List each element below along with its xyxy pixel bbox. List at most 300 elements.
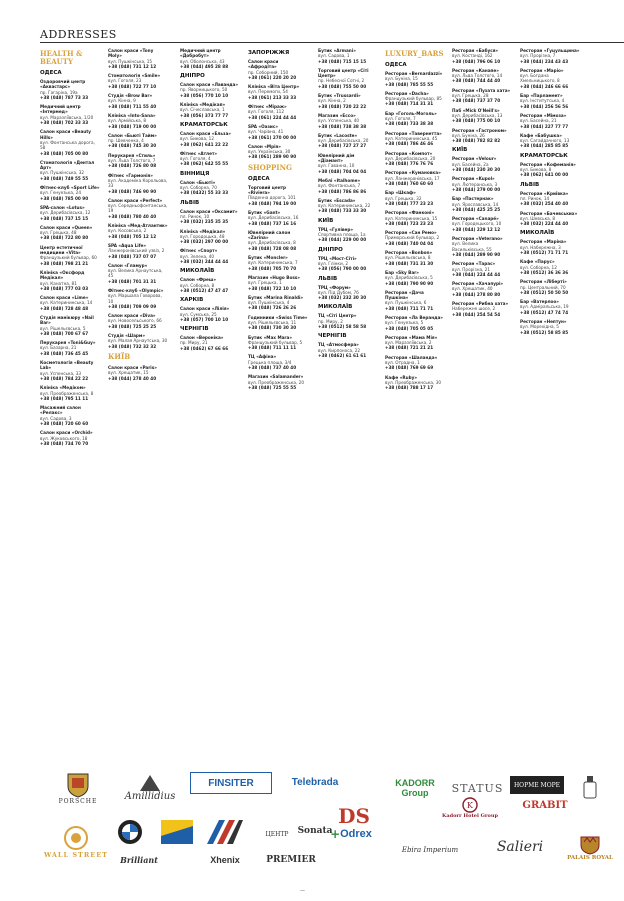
entry-phone[interactable]: +38 (048) 727 27 27	[318, 143, 367, 149]
entry-name: Ресторан «Canapé»	[452, 216, 499, 222]
city-heading: КИЇВ	[318, 217, 334, 224]
directory-entry	[520, 48, 580, 64]
entry-phone[interactable]: +38 (048) 722 80 80	[40, 235, 89, 241]
bmw-logo[interactable]	[112, 814, 148, 850]
city-heading: ЛЬВІВ	[520, 181, 540, 188]
entry-phone[interactable]: +38 (032) 232 30 30	[318, 295, 367, 301]
entry-phone[interactable]: +38 (048) 760 60 60	[385, 181, 434, 187]
entry-phone[interactable]: +38 (061) 213 33 33	[248, 94, 297, 100]
entry-name: Бутик «Escada»	[318, 197, 356, 203]
entry-address: вул. Генуезька, 5	[385, 320, 424, 326]
entry-phone[interactable]: +38 (032) 224 44 40	[520, 221, 569, 227]
entry-address: вул. Костанді, 162	[452, 53, 493, 59]
entry-phone[interactable]: +38 (032) 244 44 44	[180, 259, 229, 265]
entry-address: вул. Велика Васильківська, 55	[452, 241, 492, 252]
entry-phone[interactable]: +38 (044) 230 30 30	[452, 167, 501, 173]
entry-phone[interactable]: +38 (0512) 36 36 36	[520, 269, 569, 275]
kadorr-hotel-logo[interactable]	[440, 788, 500, 828]
entry-phone[interactable]: +38 (048) 777 23 23	[385, 200, 434, 206]
entry-name: ТРЦ «Гулівер»	[318, 226, 354, 232]
directory-entry	[108, 223, 168, 239]
logo-label: НОРМЕ МОРЕ	[513, 781, 561, 789]
entry-name: Салон краси «Diva»	[108, 313, 156, 319]
entry-phone[interactable]: +38 (048) 733 33 30	[318, 208, 367, 214]
entry-name: SPA «Aqua Life»	[108, 242, 147, 248]
entry-name: Магазин «Ecco»	[318, 112, 356, 118]
directory-entry	[385, 91, 445, 107]
entry-name: Салон краси «Perfect»	[108, 197, 163, 203]
entry-phone[interactable]: +38 (044) 224 44 44	[452, 271, 501, 277]
entry-phone[interactable]: +38 (0512) 71 71 71	[520, 250, 569, 256]
entry-phone[interactable]: +38 (048) 702 33 33	[40, 120, 89, 126]
entry-phone[interactable]: +38 (048) 705 00 80	[40, 150, 89, 156]
entry-address: Набережне шосе, 2	[452, 306, 496, 312]
entry-phone[interactable]: +38 (048) 746 90 90	[108, 188, 157, 194]
entry-phone[interactable]: +38 (048) 738 38 38	[318, 123, 367, 129]
entry-phone[interactable]: +38 (048) 737 37 70	[452, 98, 501, 104]
directory-entry	[318, 153, 378, 174]
logo-label: FINSITER	[208, 777, 254, 789]
entry-phone[interactable]: +38 (056) 770 10 10	[180, 92, 229, 98]
directory-entry	[108, 263, 168, 284]
entry-phone[interactable]: +38 (044) 285 85 85	[520, 143, 569, 149]
entry-phone[interactable]: +38 (048) 737 16 16	[248, 220, 297, 226]
xhenix-wordmark[interactable]	[190, 852, 260, 868]
entry-phone[interactable]: +38 (048) 705 05 05	[385, 325, 434, 331]
entry-name: Ресторан «Сан Ремо»	[385, 230, 437, 236]
directory-column	[180, 48, 240, 355]
directory-entry	[108, 73, 168, 89]
city-heading: ЗАПОРІЖЖЯ	[248, 50, 290, 56]
city-heading: ЛЬВІВ	[318, 275, 338, 282]
entry-phone[interactable]: +38 (048) 723 23 23	[385, 220, 434, 226]
perfume-bottle-icon	[576, 772, 604, 800]
telebrada-logo[interactable]	[275, 772, 355, 792]
entry-address: вул. Городоцька, 48	[180, 233, 225, 239]
entry-phone[interactable]: +38 (048) 709 09 09	[108, 303, 157, 309]
entry-phone[interactable]: +38 (061) 289 90 90	[248, 154, 297, 160]
directory-entry	[385, 355, 445, 371]
entry-address: вул. Академіка Корольова, 33	[108, 177, 168, 189]
page-number: —	[300, 888, 305, 894]
entry-phone[interactable]: +38 (048) 720 60 60	[40, 421, 89, 427]
entry-phone[interactable]: +38 (048) 786 86 86	[318, 188, 367, 194]
entry-name: Ресторан «Dacha»	[385, 90, 429, 96]
entry-phone[interactable]: +38 (0462) 67 66 66	[180, 345, 229, 351]
directory-entry	[318, 113, 378, 129]
entry-phone[interactable]: +38 (048) 705 12 12	[108, 233, 157, 239]
entry-address: Ланжеронівський узвіз, 2	[108, 248, 165, 254]
entry-address: вул. Катерининська, 45	[385, 135, 438, 141]
directory-entry	[385, 170, 445, 186]
entry-phone[interactable]: +38 (048) 722 10 10	[248, 285, 297, 291]
entry-name: Паб «Mick O'Neill's»	[452, 107, 500, 113]
entry-address: вул. Канатна, 81	[40, 280, 77, 286]
entry-name: SPA «Оазис»	[248, 123, 279, 129]
entry-phone[interactable]: +38 (048) 711 11 11	[248, 345, 297, 351]
entry-phone[interactable]: +38 (0512) 58 58 58	[318, 323, 367, 329]
entry-address: вул. Городецького, 10	[452, 221, 502, 227]
entry-phone[interactable]: +38 (048) 701 31 31	[108, 278, 157, 284]
entry-phone[interactable]: +38 (0512) 58 85 85	[520, 329, 569, 335]
entry-phone[interactable]: +38 (048) 788 17 17	[385, 385, 434, 391]
city-heading: ДНІПРО	[180, 73, 205, 80]
directory-entry	[108, 153, 168, 169]
entry-name: Медичний центр «Добробут»	[180, 48, 221, 59]
entry-phone[interactable]: +38 (048) 715 15 15	[318, 58, 367, 64]
entry-name: Кафе «Парус»	[520, 259, 555, 265]
entry-name: Ресторан «Мама Мія»	[385, 334, 438, 340]
entry-address: вул. Гоголя, 23	[108, 78, 142, 84]
entry-address: вул. Глінки, 2	[318, 260, 348, 266]
entry-name: Салон краси «Lime»	[40, 295, 89, 301]
entry-name: Фітнес-клуб «Sport Life»	[40, 185, 100, 191]
entry-phone[interactable]: +38 (044) 246 66 66	[520, 83, 569, 89]
entry-address: вул. Армійська, 8	[108, 118, 147, 124]
entry-phone[interactable]: +38 (048) 732 32 32	[108, 343, 157, 349]
entry-name: Стоматологія «Дентал Арт»	[40, 159, 95, 171]
entry-name: Бутик «Armani»	[318, 48, 356, 53]
directory-entry	[40, 430, 100, 446]
directory-entry	[40, 405, 100, 426]
sunflower-logo[interactable]	[158, 814, 196, 850]
entry-address: пл. Ринок, 10	[180, 213, 210, 219]
entry-phone[interactable]: +38 (048) 780 40 40	[108, 213, 157, 219]
entry-phone[interactable]: +38 (032) 254 40 40	[520, 201, 569, 207]
entry-phone[interactable]: +38 (044) 256 56 56	[520, 103, 569, 109]
wallstreet-logo[interactable]	[40, 812, 112, 872]
logo-label: PORSCHE	[58, 797, 98, 805]
directory-entry	[180, 306, 240, 322]
entry-name: Ресторан «Маріо»	[520, 67, 564, 73]
entry-name: Салон краси «Beauty Hills»	[40, 129, 92, 140]
entry-name: ТРЦ «Форум»	[318, 284, 351, 290]
entry-address: Французький бульвар, 5	[248, 339, 303, 345]
entry-address: Спортивна площа, 1а	[318, 232, 366, 238]
entry-name: Бар «Гоголь-Моголь»	[385, 110, 437, 116]
entry-phone[interactable]: +38 (048) 721 21 21	[385, 345, 434, 351]
entry-phone[interactable]: +38 (048) 720 22 22	[318, 103, 367, 109]
entry-phone[interactable]: +38 (048) 731 12 12	[108, 63, 157, 69]
hotel-monogram-icon	[462, 797, 478, 813]
directory-entry	[248, 275, 308, 291]
entry-address: вул. Бунiна, 26	[452, 132, 485, 138]
entry-address: Південна дорога, 101	[248, 195, 296, 201]
entry-address: вул. Маршала Говорова, 10	[108, 293, 162, 304]
entry-phone[interactable]: +38 (048) 705 70 70	[248, 265, 297, 271]
entry-address: вул. Преображенська, 30	[385, 379, 441, 385]
entry-phone[interactable]: +38 (048) 730 30 30	[248, 325, 297, 331]
entry-phone[interactable]: +38 (048) 769 69 69	[385, 365, 434, 371]
entry-phone[interactable]: +38 (062) 641 22 22	[180, 141, 229, 147]
entry-phone[interactable]: +38 (048) 794 19 00	[248, 200, 297, 206]
entry-phone[interactable]: +38 (044) 229 12 12	[452, 226, 501, 232]
entry-address: вул. Велика Арнаутська, 45	[108, 268, 163, 279]
entry-phone[interactable]: +38 (0512) 47 47 47	[180, 287, 229, 293]
city-heading: КРАМАТОРСЬК	[520, 152, 568, 159]
entry-address: пр. Небесної Сотні, 2	[318, 78, 365, 84]
directory-entry	[40, 385, 100, 401]
directory-entry	[248, 255, 308, 271]
entry-phone[interactable]: +38 (0512) 50 50 50	[520, 289, 569, 295]
entry-name: Ювелірний салон «Zarina»	[248, 229, 291, 241]
entry-phone[interactable]: +38 (062) 642 55 55	[180, 161, 229, 167]
entry-phone[interactable]: +38 (044) 229 00 00	[318, 237, 367, 243]
brilliant-logo[interactable]	[104, 852, 174, 868]
bmw-roundel-icon	[117, 819, 143, 845]
city-heading: ОДЕСА	[385, 62, 407, 68]
directory-entry	[385, 71, 445, 87]
city-heading: ХАРКІВ	[180, 297, 204, 304]
category-heading: SHOPPING	[248, 162, 292, 172]
entry-name: Бутик «Moncler»	[248, 255, 288, 261]
logo-label: ЦЕНТР	[265, 830, 289, 838]
entry-phone[interactable]: +38 (048) 726 80 08	[108, 163, 157, 169]
amilidius-logo[interactable]	[120, 766, 180, 810]
directory-entry	[40, 270, 100, 291]
entry-name: Клініка «Медікап»	[180, 102, 226, 108]
entry-phone[interactable]: +38 (048) 749 55 55	[40, 175, 89, 181]
entry-phone[interactable]: +38 (044) 278 80 80	[452, 291, 501, 297]
entry-name: Бар «Шкаф»	[385, 190, 416, 196]
entry-name: Студія «Шарм»	[108, 333, 146, 339]
entry-phone[interactable]: +38 (048) 737 15 15	[40, 215, 89, 221]
directory-entry	[40, 79, 100, 100]
entry-phone[interactable]: +38 (044) 495 28 88	[180, 63, 229, 69]
entry-phone[interactable]: +38 (048) 744 44 40	[452, 78, 501, 84]
entry-name: Бар «Парламент»	[520, 93, 563, 99]
entry-name: Ресторан «Криївка»	[520, 190, 569, 196]
city-heading: КРАМАТОРСЬК	[180, 121, 228, 128]
xhenix-logo[interactable]	[200, 814, 250, 850]
directory-entry	[108, 113, 168, 129]
directory-entry	[520, 133, 580, 149]
entry-phone[interactable]: +38 (048) 755 50 00	[318, 83, 367, 89]
entry-name: Фітнес «Атлет»	[180, 150, 218, 156]
directory-entry	[248, 335, 308, 351]
directory-entry	[520, 239, 580, 255]
directory-entry	[248, 124, 308, 140]
entry-name: Салон краси «Афродіта»	[248, 59, 279, 70]
entry-address: пл. Ринок, 14	[520, 195, 550, 201]
city-heading: ЛЬВІВ	[180, 199, 200, 206]
entry-name: Бар «Sky Bar»	[385, 269, 419, 275]
city-heading: ЧЕРНІГІВ	[318, 333, 347, 340]
logo-label: KADORR Group	[395, 778, 435, 798]
entry-phone[interactable]: +38 (0512) 47 74 74	[520, 309, 569, 315]
entry-name: Ресторан «Бабуся»	[452, 48, 499, 53]
entry-address: вул. Пушкінська, 4	[248, 300, 290, 306]
entry-name: Ресторан «Хачапурі»	[452, 281, 504, 287]
entry-name: Магазин «Hugo Boss»	[248, 274, 301, 280]
elzan-logo[interactable]	[390, 840, 470, 860]
entry-address: вул. Кінна, 9	[108, 98, 136, 104]
entry-phone[interactable]: +38 (048) 722 77 10	[108, 83, 157, 89]
directory-entry	[452, 216, 512, 232]
entry-address: вул. Новосельського, 66	[108, 318, 162, 324]
directory-column	[248, 48, 308, 394]
entry-phone[interactable]: +38 (048) 725 55 55	[248, 384, 297, 390]
directory-entry	[452, 48, 512, 64]
entry-phone[interactable]: +38 (032) 235 35 35	[180, 219, 229, 225]
directory-entry	[520, 162, 580, 178]
entry-phone[interactable]: +38 (044) 227 77 77	[520, 123, 569, 129]
entry-name: Бар «Пастернак»	[452, 196, 494, 202]
directory-entry	[318, 93, 378, 109]
directory-entry	[180, 335, 240, 351]
entry-phone[interactable]: +38 (048) 734 70 70	[40, 440, 89, 446]
entry-address: вул. Дерибасівська, 8	[248, 240, 296, 246]
entry-phone[interactable]: +38 (044) 425 25 25	[452, 206, 501, 212]
entry-phone[interactable]: +38 (061) 220 20 20	[248, 74, 297, 80]
directory-entry	[318, 285, 378, 301]
entry-phone[interactable]: +38 (048) 796 06 10	[452, 58, 501, 64]
entry-phone[interactable]: +38 (048) 736 45 45	[40, 350, 89, 356]
entry-phone[interactable]: +38 (048) 777 03 03	[40, 285, 89, 291]
entry-phone[interactable]: +38 (048) 731 31 30	[385, 260, 434, 266]
entry-name: Ресторан «Veterano»	[452, 236, 503, 242]
entry-phone[interactable]: +38 (048) 745 30 30	[108, 143, 157, 149]
category-heading: LUXURY_BARS	[385, 49, 444, 58]
entry-name: Перукарня «Стиль»	[108, 152, 156, 158]
entry-name: Ресторан «Bernardazzi»	[385, 71, 443, 76]
entry-address: вул. Басейна, 21	[520, 118, 557, 124]
directory-entry	[520, 319, 580, 335]
entry-phone[interactable]: +38 (044) 279 00 00	[452, 186, 501, 192]
directory-entry	[180, 131, 240, 147]
entry-name: Клініка «Віта Центр»	[248, 84, 300, 90]
directory-entry	[520, 259, 580, 275]
entry-phone[interactable]: +38 (044) 254 54 54	[452, 311, 501, 317]
entry-phone[interactable]: +38 (048) 784 22 22	[40, 375, 89, 381]
entry-phone[interactable]: +38 (048) 740 04 04	[385, 240, 434, 246]
finsiter-logo[interactable]	[190, 772, 272, 794]
directory-entry	[248, 230, 308, 251]
entry-address: пр. Гагаріна, 19а	[40, 89, 78, 95]
entry-address: вул. Сагайдачного, 13	[520, 138, 570, 144]
garbit-logo[interactable]	[510, 790, 580, 820]
salieri-logo[interactable]	[480, 832, 560, 862]
entry-phone[interactable]: +38 (048) 785 55 55	[385, 81, 434, 87]
entry-phone[interactable]: +38 (048) 704 04 04	[318, 168, 367, 174]
directory-entry	[385, 111, 445, 127]
kadorr-logo[interactable]	[385, 766, 445, 810]
entry-phone[interactable]: +38 (056) 790 00 00	[318, 266, 367, 272]
entry-address: вул. Грецька, 28	[452, 93, 489, 99]
entry-name: Ресторан «Фанконi»	[385, 210, 435, 216]
entry-phone[interactable]: +38 (048) 733 38 38	[385, 121, 434, 127]
entry-phone[interactable]: +38 (048) 711 55 40	[108, 103, 157, 109]
entry-phone[interactable]: +38 (032) 297 00 00	[180, 239, 229, 245]
entry-phone[interactable]: +38 (0432) 55 33 33	[180, 190, 229, 196]
entry-phone[interactable]: +38 (048) 725 25 25	[108, 323, 157, 329]
entry-phone[interactable]: +38 (061) 224 44 44	[248, 114, 297, 120]
entry-phone[interactable]: +38 (048) 775 00 10	[452, 118, 501, 124]
entry-name: Клініка «Мед-Атлантик»	[108, 223, 168, 229]
entry-phone[interactable]: +38 (062) 641 00 00	[520, 172, 569, 178]
porsche-logo[interactable]	[48, 766, 108, 810]
odrex-logo[interactable]	[316, 822, 386, 846]
city-heading: ВІННИЦЯ	[180, 170, 210, 177]
entry-phone[interactable]: +38 (048) 714 31 31	[385, 101, 434, 107]
entry-phone[interactable]: +38 (048) 737 07 07	[108, 253, 157, 259]
directory-entry	[520, 211, 580, 227]
directory-entry	[318, 313, 378, 329]
entry-address: вул. Дерибасівська, 16	[248, 215, 299, 221]
entry-phone[interactable]: +38 (048) 785 00 90	[40, 195, 89, 201]
entry-name: Салон краси «Queen»	[40, 224, 93, 230]
entry-phone[interactable]: +38 (048) 719 00 00	[108, 123, 157, 129]
entry-phone[interactable]: +38 (048) 728 48 48	[40, 305, 89, 311]
entry-phone[interactable]: +38 (057) 700 10 10	[180, 316, 229, 322]
entry-phone[interactable]: +38 (048) 737 40 40	[248, 365, 297, 371]
directory-entry	[40, 104, 100, 125]
entry-address: вул. Гоголя, 7	[385, 116, 416, 122]
entry-name: Бутик «Max Mara»	[248, 334, 293, 340]
entry-phone[interactable]: +38 (044) 234 43 43	[520, 58, 569, 64]
entry-phone[interactable]: +38 (048) 786 46 46	[385, 141, 434, 147]
entry-phone[interactable]: +38 (056) 373 77 77	[180, 112, 229, 118]
entry-name: Центр естетичної медицини «Vita»	[40, 244, 83, 256]
directory-entry	[40, 340, 100, 356]
entry-phone[interactable]: +38 (048) 790 90 90	[385, 280, 434, 286]
entry-phone[interactable]: +38 (048) 728 08 08	[248, 245, 297, 251]
entry-phone[interactable]: +38 (048) 700 67 67	[40, 330, 89, 336]
entry-name: ТЦ «Афіна»	[248, 354, 277, 360]
entry-phone[interactable]: +38 (0462) 61 61 61	[318, 352, 367, 358]
logo-label: DS	[338, 804, 370, 828]
directory-column	[520, 48, 580, 339]
entry-address: пр. Шевченка, 4	[108, 138, 144, 144]
entry-phone[interactable]: +38 (044) 289 90 90	[452, 251, 501, 257]
entry-phone[interactable]: +38 (048) 795 11 11	[40, 395, 89, 401]
entry-name: Ювелірний дім «Діамант»	[318, 152, 355, 164]
directory-entry	[452, 261, 512, 277]
directory-entry	[452, 301, 512, 317]
premier-logo[interactable]	[256, 852, 326, 868]
entry-phone[interactable]: +38 (048) 787 73 33	[40, 94, 89, 100]
directory-entry	[248, 354, 308, 370]
entry-phone[interactable]: +38 (048) 711 71 71	[385, 305, 434, 311]
entry-phone[interactable]: +38 (061) 270 00 00	[248, 134, 297, 140]
category-heading: HEALTH & BEAUTY	[40, 49, 83, 66]
entry-name: Перукарня «Toni&Guy»	[40, 340, 96, 346]
entry-address: вул. Садова, 3	[40, 415, 72, 421]
directory-entry	[108, 365, 168, 381]
entry-name: Ресторан «Канапе»	[452, 67, 499, 73]
entry-phone[interactable]: +38 (048) 798 21 21	[40, 260, 89, 266]
entry-name: Бутик «Gant»	[248, 209, 281, 215]
entry-address: вул. Інститутська, 4	[520, 98, 565, 104]
entry-phone[interactable]: +38 (048) 726 26 26	[248, 305, 297, 311]
entry-phone[interactable]: +38 (044) 278 40 40	[108, 375, 157, 381]
entry-phone[interactable]: +38 (048) 776 76 76	[385, 161, 434, 167]
entry-phone[interactable]: +38 (048) 782 82 82	[452, 138, 501, 144]
entry-name: Ресторан «Бачевських»	[520, 210, 578, 216]
entry-address: вул. Катерининська, 14	[40, 300, 93, 306]
entry-address: вул. Катерининська, 7	[248, 260, 298, 266]
city-heading: КИЇВ	[452, 147, 468, 154]
directory-entry	[318, 178, 378, 194]
directory-entry	[40, 160, 100, 181]
entry-name: Медичний центр «Інтермед»	[40, 104, 81, 115]
palais-royal-logo[interactable]	[560, 824, 620, 870]
directory-entry	[248, 185, 308, 206]
directory-entry	[452, 108, 512, 124]
entry-name: Салон краси «Оксамит»	[180, 208, 238, 214]
logo-label: Odrex	[340, 828, 372, 840]
entry-name: Клініка «Оксфорд Медікал»	[40, 269, 85, 281]
